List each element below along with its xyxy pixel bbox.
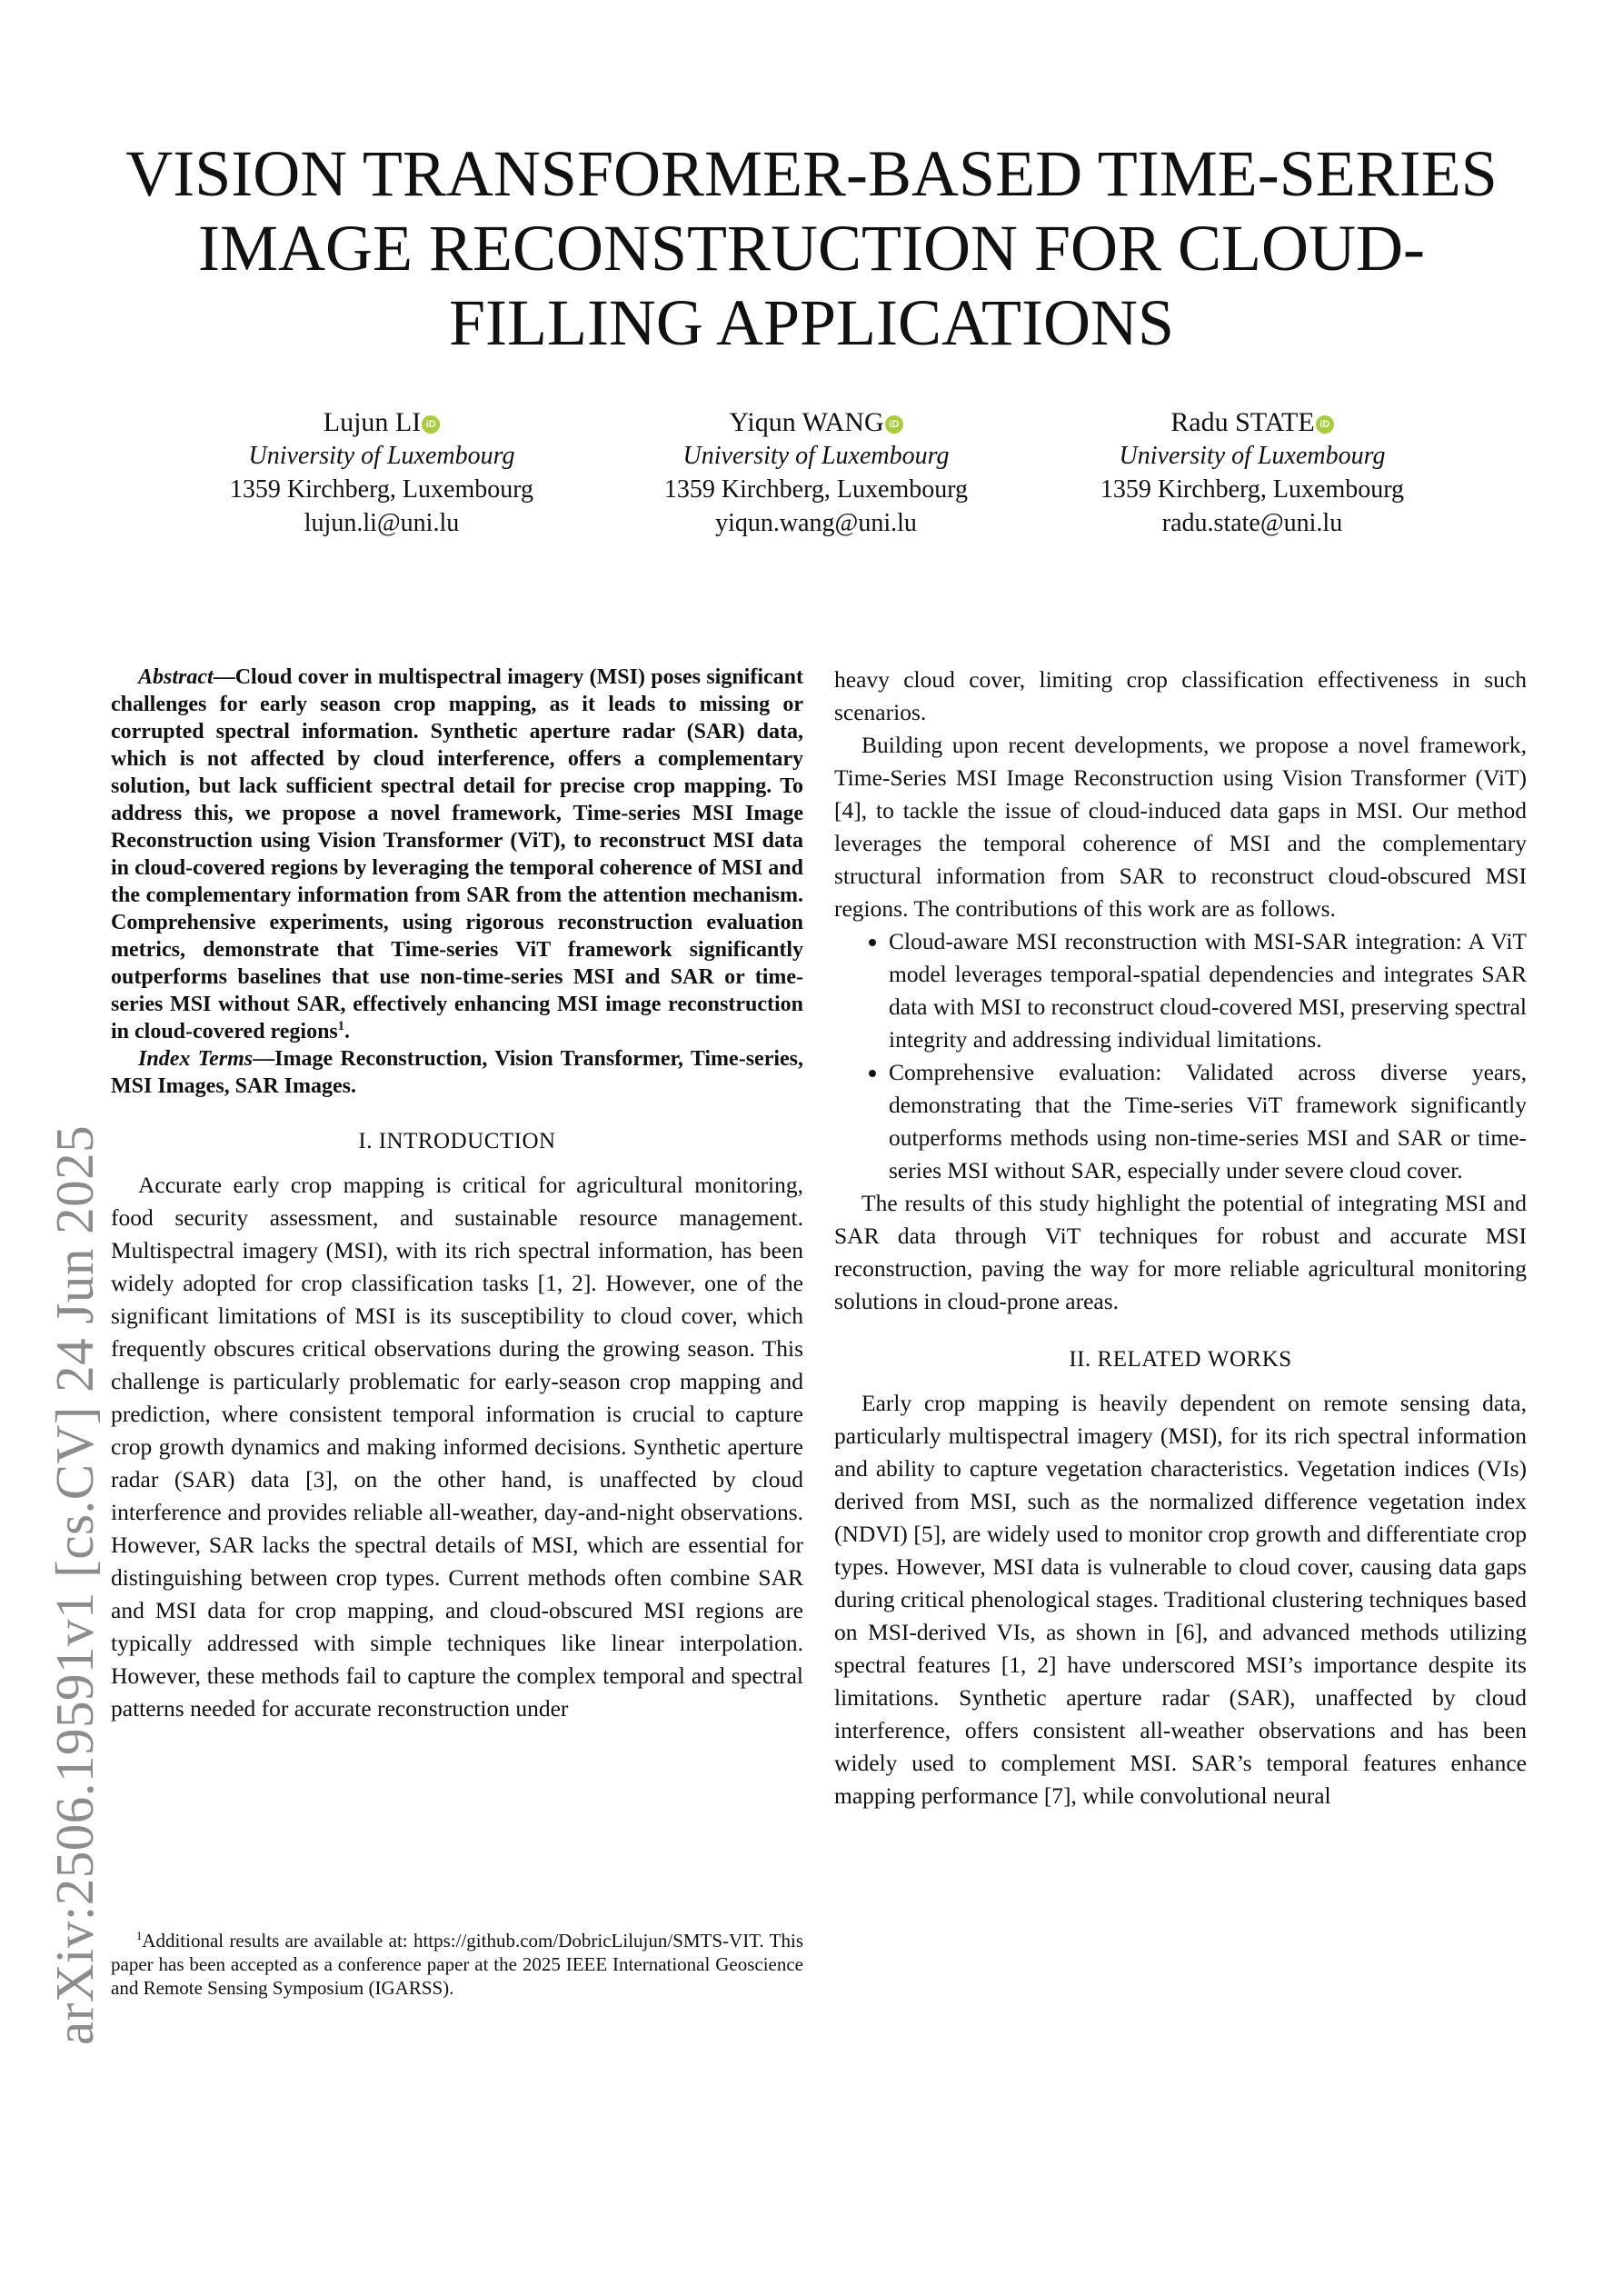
section-initial: R bbox=[1097, 1347, 1113, 1372]
orcid-icon[interactable]: iD bbox=[885, 415, 903, 434]
author-address: 1359 Kirchberg, Luxembourg bbox=[663, 475, 969, 504]
author-address: 1359 Kirchberg, Luxembourg bbox=[1100, 475, 1405, 504]
footnote-mark: 1 bbox=[337, 1019, 344, 1033]
abstract bbox=[111, 664, 803, 1045]
arxiv-identifier: arXiv:2506.19591v1 [cs.CV] 24 Jun 2025 bbox=[45, 1124, 105, 2045]
author-name: Radu STATE bbox=[1170, 407, 1315, 437]
index-terms bbox=[111, 1045, 803, 1100]
author-address: 1359 Kirchberg, Luxembourg bbox=[229, 475, 534, 504]
section-title-rest: NTRODUCTION bbox=[386, 1129, 556, 1153]
list-item: • Comprehensive evaluation: Validated across diverse years, demonstrating that the Time-series ViT framework significantly outperforms methods using non-time-series MSI and SAR or time-series MSI without SAR, especially under severe cloud cover. bbox=[889, 1056, 1527, 1187]
footnote-text: Additional results are available at: https://github.com/DobricLilujun/SMTS-VIT. This paper has been accepted as a conference paper at the 2025 IEEE International Geoscience and Remote Sensing Symposium (IGARSS). bbox=[111, 1930, 803, 1999]
abstract-end: . bbox=[344, 1020, 350, 1043]
section-heading-introduction bbox=[111, 1125, 803, 1158]
abstract-text: —Cloud cover in multispectral imagery (MSI) poses significant challenges for early season crop mapping, as it leads to missing or corrupted spectral information. Synthetic aperture radar (SAR) data, which is not affected by cloud interference, offers a complementary solution, but lack sufficient spectral detail for precise crop mapping. To address this, we propose a novel framework, Time-series MSI Image Reconstruction using Vision Transformer (ViT), to reconstruct MSI data in cloud-covered regions by leveraging the temporal coherence of MSI and the complementary information from SAR from the attention mechanism. Comprehensive experiments, using rigorous reconstruction evaluation metrics, demonstrate that Time-series ViT framework significantly outperforms baselines that use non-time-series MSI and SAR or time-series MSI without SAR, effectively enhancing MSI image reconstruction in cloud-covered regions bbox=[111, 665, 803, 1043]
section-number: I. bbox=[358, 1129, 379, 1153]
paper-title: VISION TRANSFORMER-BASED TIME-SERIES IMAGE RECONSTRUCTION FOR CLOUD-FILLING APPLICATIONS bbox=[125, 137, 1498, 359]
index-terms-label: Index Terms bbox=[138, 1047, 254, 1071]
author-affiliation: University of Luxembourg bbox=[1119, 442, 1386, 470]
author-2 bbox=[598, 405, 1034, 540]
intro-paragraph-3: The results of this study highlight the potential of integrating MSI and SAR data through ViT techniques for robust and accurate MSI reconstruction, paving the way for more reliable agricultural monitoring solutions in cloud-prone areas. bbox=[834, 1190, 1527, 1314]
author-email[interactable]: lujun.li@uni.lu bbox=[304, 509, 460, 537]
right-column bbox=[834, 664, 1527, 1812]
contributions-list bbox=[834, 925, 1527, 1187]
author-affiliation: University of Luxembourg bbox=[248, 442, 515, 470]
section-title-part: ORKS bbox=[1229, 1347, 1292, 1372]
section-number: II. bbox=[1069, 1347, 1098, 1372]
author-1 bbox=[164, 405, 600, 540]
section-initial: W bbox=[1207, 1347, 1230, 1372]
related-paragraph: Early crop mapping is heavily dependent on remote sensing data, particularly multispectral imagery (MSI), for its rich spectral information and ability to capture vegetation characteristics. Vegetation indices (VIs) derived from MSI, such as the normalized difference vegetation index (NDVI) [5], are widely used to monitor crop growth and differentiate crop types. However, MSI data is vulnerable to cloud cover, causing data gaps during critical phenological stages. Traditional clustering techniques based on MSI-derived VIs, as shown in [6], and advanced methods utilizing spectral features [1, 2] have underscored MSI’s importance despite its limitations. Synthetic aperture radar (SAR), unaffected by cloud interference, offers consistent all-weather observations and has been widely used to complement MSI. SAR’s temporal features enhance mapping performance [7], while convolutional neural bbox=[834, 1390, 1527, 1809]
abstract-label: Abstract bbox=[138, 665, 214, 689]
intro-paragraph-2: Building upon recent developments, we propose a novel framework, Time-Series MSI Image Reconstruction using Vision Transformer (ViT) [4], to tackle the issue of cloud-induced data gaps in MSI. Our method leverages the temporal coherence of MSI and the complementary structural information from SAR to reconstruct cloud-obscured MSI regions. The contributions of this work are as follows. bbox=[834, 732, 1527, 922]
author-email[interactable]: radu.state@uni.lu bbox=[1161, 509, 1343, 537]
author-name: Yiqun WANG bbox=[729, 407, 884, 437]
intro-continuation: heavy cloud cover, limiting crop classification effectiveness in such scenarios. bbox=[834, 666, 1527, 725]
author-3 bbox=[1034, 405, 1470, 540]
section-title-part: ELATED bbox=[1112, 1347, 1208, 1372]
list-item: • Cloud-aware MSI reconstruction with MSI-SAR integration: A ViT model leverages temporal-spatial dependencies and integrates SAR data with MSI to reconstruct cloud-covered MSI, preserving spectral integrity and addressing individual limitations. bbox=[889, 925, 1527, 1056]
author-name: Lujun LI bbox=[323, 407, 422, 437]
footnote bbox=[111, 1929, 803, 2000]
section-initial: I bbox=[378, 1129, 387, 1153]
author-affiliation: University of Luxembourg bbox=[682, 442, 950, 470]
left-column bbox=[111, 664, 803, 1725]
section-heading-related-works bbox=[834, 1343, 1527, 1376]
footnote-number: 1 bbox=[136, 1930, 143, 1942]
orcid-icon[interactable]: iD bbox=[422, 415, 440, 434]
author-email[interactable]: yiqun.wang@uni.lu bbox=[715, 509, 917, 537]
intro-paragraph: Accurate early crop mapping is critical for agricultural monitoring, food security assessment, and sustainable resource management. Multispectral imagery (MSI), with its rich spectral information, has been widely adopted for crop classification tasks [1, 2]. However, one of the significant limitations of MSI is its susceptibility to cloud cover, which frequently obscures critical observations during the growing season. This challenge is particularly problematic for early-season crop mapping and prediction, where consistent temporal information is crucial to capture crop growth dynamics and making informed decisions. Synthetic aperture radar (SAR) data [3], on the other hand, is unaffected by cloud interference and provides reliable all-weather, day-and-night observations. However, SAR lacks the spectral details of MSI, which are essential for distinguishing between crop types. Current methods often combine SAR and MSI data for crop mapping, and cloud-obscured MSI regions are typically addressed with simple techniques like linear interpolation. However, these methods fail to capture the complex temporal and spectral patterns needed for accurate reconstruction under bbox=[111, 1172, 803, 1722]
orcid-icon[interactable]: iD bbox=[1316, 415, 1334, 434]
index-terms-text: —Image Reconstruction, Vision Transformer, Time-series, MSI Images, SAR Images. bbox=[111, 1047, 804, 1098]
